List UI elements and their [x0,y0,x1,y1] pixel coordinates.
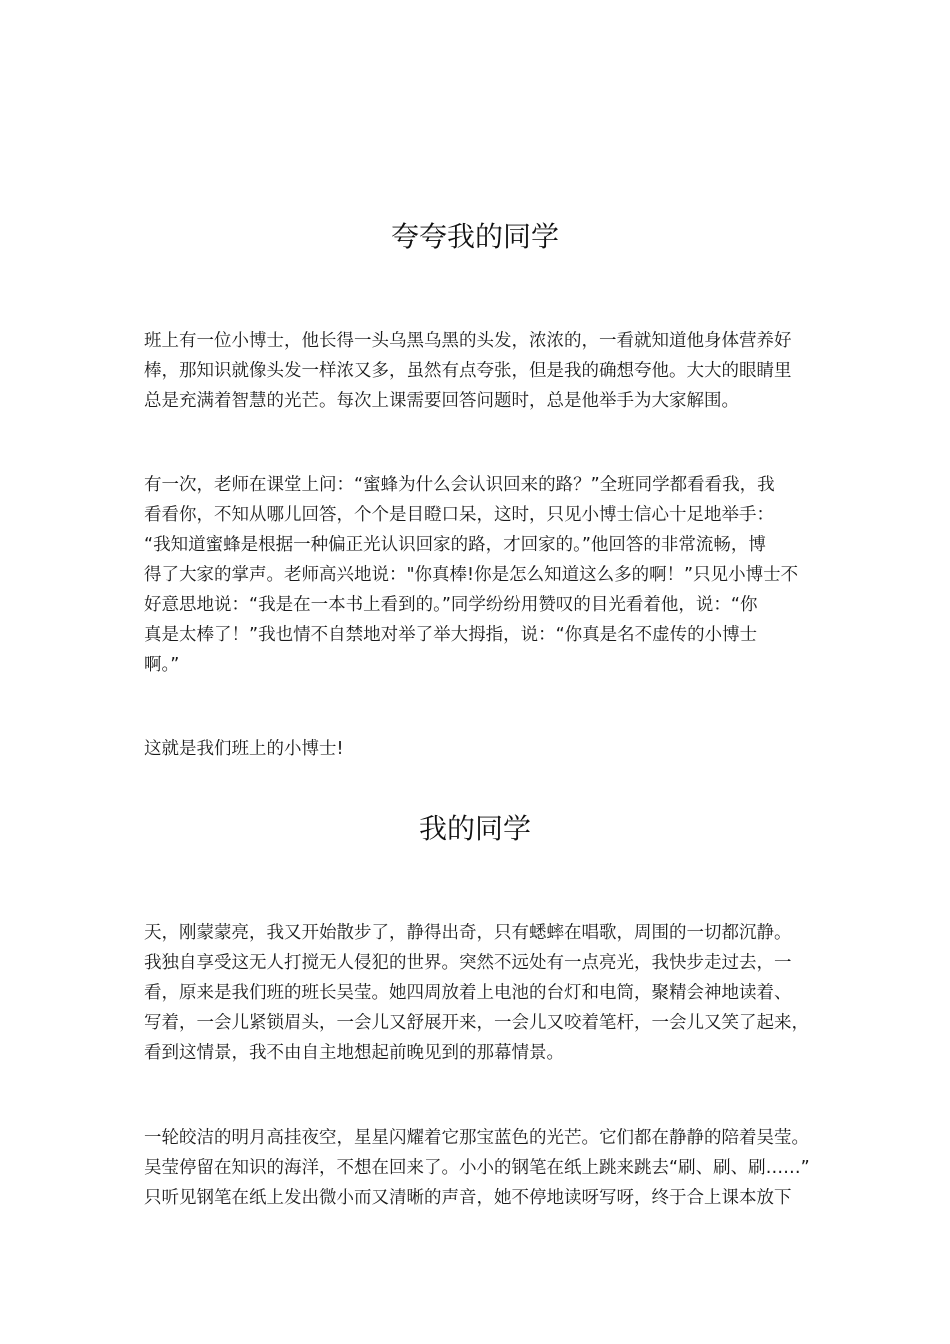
paragraph [144,918,834,1068]
article-title: 夸夸我的同学 [390,220,559,253]
text-line: 一轮皎洁的明月高挂夜空，星星闪耀着它那宝蓝色的光芒。它们都在静静的陪着吴莹。 [144,1128,809,1148]
text-line: 看，原来是我们班的班长吴莹。她四周放着上电池的台灯和电筒，聚精会神地读着、 [144,983,792,1003]
text-line: 有一次，老师在课堂上问：“蜜蜂为什么会认识回来的路？”全班同学都看看我，我 [144,475,775,495]
paragraph [144,734,834,764]
paragraph [144,1123,834,1213]
text-line: 班上有一位小博士，他长得一头乌黑乌黑的头发，浓浓的，一看就知道他身体营养好 [144,331,792,351]
text-line: 写着，一会儿紧锁眉头，一会儿又舒展开来，一会儿又咬着笔杆，一会儿又笑了起来， [144,1013,809,1033]
text-line: 看看你，不知从哪儿回答，个个是目瞪口呆，这时，只见小博士信心十足地举手： [144,505,774,525]
text-line: 吴莹停留在知识的海洋，不想在回来了。小小的钢笔在纸上跳来跳去“刷、刷、刷……” [144,1158,810,1178]
text-line: 只听见钢笔在纸上发出微小而又清晰的声音，她不停地读呀写呀，终于合上课本放下 [144,1188,792,1208]
text-line: 总是充满着智慧的光芒。每次上课需要回答问题时，总是他举手为大家解围。 [144,391,739,411]
text-line: 好意思地说：“我是在一本书上看到的。”同学纷纷用赞叹的目光看着他，说：“你 [144,595,758,615]
text-line: 啊。” [144,655,180,675]
text-line: 得了大家的掌声。老师高兴地说："你真棒!你是怎么知道这么多的啊！”只见小博士不 [144,565,799,585]
text-line: 真是太棒了！”我也情不自禁地对举了举大拇指，说：“你真是名不虚传的小博士 [144,625,758,645]
text-line: 这就是我们班上的小博士! [144,739,344,759]
text-line: 我独自享受这无人打搅无人侵犯的世界。突然不远处有一点亮光，我快步走过去，一 [144,953,792,973]
text-line: “我知道蜜蜂是根据一种偏正光认识回家的路，才回家的。”他回答的非常流畅，博 [144,535,766,555]
text-line: 看到这情景，我不由自主地想起前晚见到的那幕情景。 [144,1043,564,1063]
text-line: 棒，那知识就像头发一样浓又多，虽然有点夸张，但是我的确想夸他。大大的眼睛里 [144,361,792,381]
article-title: 我的同学 [418,812,531,845]
paragraph [144,326,834,416]
text-line: 天，刚蒙蒙亮，我又开始散步了，静得出奇，只有蟋蟀在唱歌，周围的一切都沉静。 [144,923,792,943]
paragraph [144,470,834,680]
